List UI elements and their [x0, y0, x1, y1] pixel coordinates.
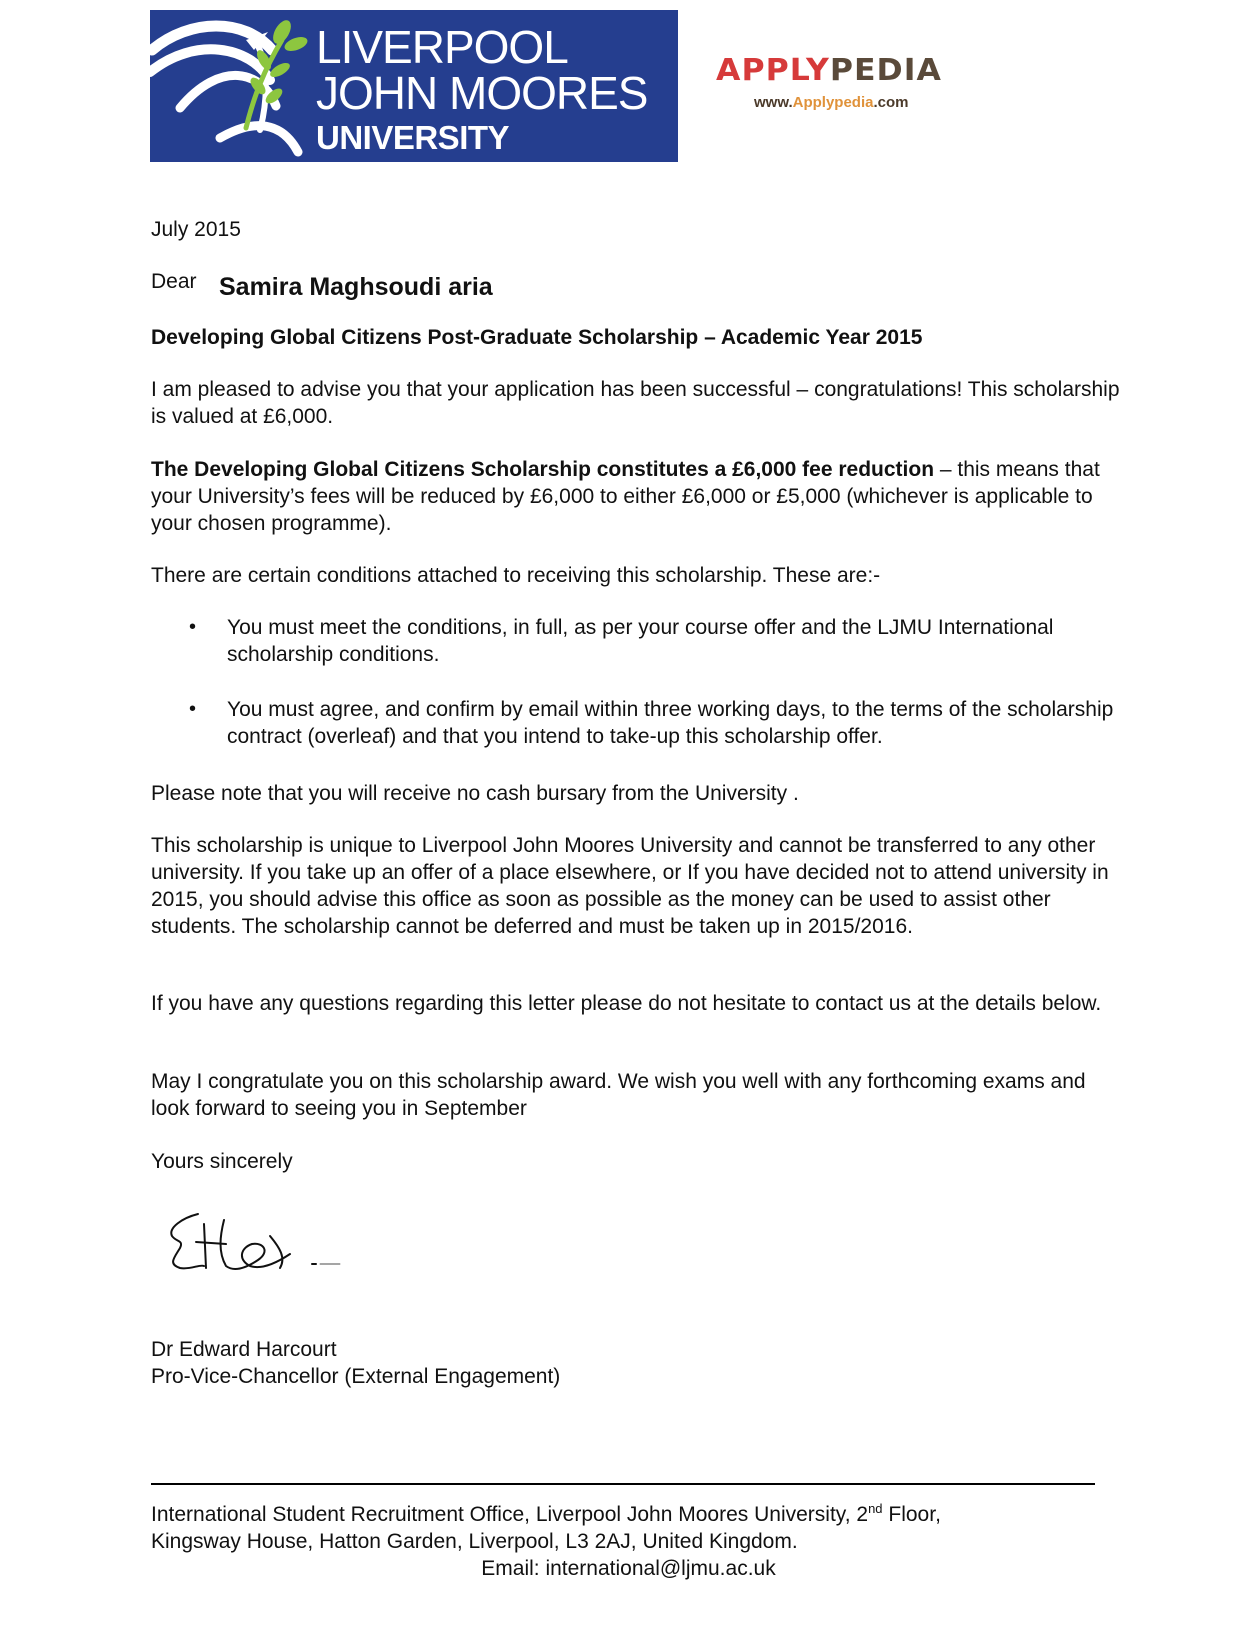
handwritten-signature — [160, 1206, 360, 1286]
footer-address-part: International Student Recruitment Office, Liverpool John Moores University, 2 — [151, 1503, 869, 1526]
url-brand: Applypedia — [792, 94, 874, 111]
footer-address-line1 — [151, 1501, 941, 1528]
footer-email: Email: international@ljmu.ac.uk — [481, 1557, 776, 1580]
fee-reduction-detail: – this means that your University’s fees will be reduced by £6,000 to either £6,000 or £5,000 (whichever is applicable to your chosen programme). — [151, 458, 1100, 535]
url-prefix: www. — [754, 94, 793, 111]
condition-item: • You must agree, and confirm by email within three working days, to the terms of the scholarship contract (overleaf) and that you intend to take-up this scholarship offer. — [227, 696, 1117, 750]
footer-divider — [151, 1483, 1095, 1485]
svg-text:APPLYPEDIA — [716, 53, 942, 88]
footer-ordinal-suffix: nd — [868, 1501, 883, 1516]
university-logo-text — [316, 21, 648, 158]
applypedia-logo — [716, 48, 942, 94]
signatory-title: Pro-Vice-Chancellor (External Engagement) — [151, 1365, 561, 1388]
signatory-name: Dr Edward Harcourt — [151, 1338, 337, 1361]
letter-date: July 2015 — [151, 218, 241, 241]
letter-subject: Developing Global Citizens Post-Graduate Scholarship – Academic Year 2015 — [151, 326, 923, 349]
logo-line-liverpool: LIVERPOOL — [316, 21, 568, 73]
paragraph-questions: If you have any questions regarding this letter please do not hesitate to contact us at the details below. — [151, 992, 1102, 1015]
logo-line-university: UNIVERSITY — [316, 119, 510, 156]
footer-address-line2: Kingsway House, Hatton Garden, Liverpool, L3 2AJ, United Kingdom. — [151, 1530, 798, 1553]
applypedia-wordmark-part2: PEDIA — [829, 53, 937, 88]
paragraph-award: I am pleased to advise you that your application has been successful – congratulations! This scholarship is valued at £6,000. — [151, 378, 1120, 428]
logo-line-john-moores: JOHN MOORES — [316, 67, 648, 119]
paragraph-no-bursary: Please note that you will receive no cash bursary from the University . — [151, 782, 799, 805]
paragraph-conditions-intro: There are certain conditions attached to receiving this scholarship. These are:- — [151, 564, 881, 587]
closing: Yours sincerely — [151, 1150, 293, 1173]
fee-reduction-bold: The Developing Global Citizens Scholarship constitutes a £6,000 fee reduction — [151, 458, 935, 481]
paragraph-uniqueness: This scholarship is unique to Liverpool John Moores University and cannot be transferred to any other university. If you take up an offer of a place elsewhere, or If you have decided not to attend university in 2015, you should advise this office as soon as possible as the money can be used to assist other students. The scholarship cannot be deferred and must be taken up in 2015/2016. — [151, 834, 1109, 938]
footer-address-floor: Floor, — [882, 1503, 941, 1526]
recipient-name: Samira Maghsoudi aria — [219, 273, 493, 301]
url-suffix: .com — [873, 94, 909, 111]
university-logo — [150, 10, 678, 162]
applypedia-url — [754, 94, 909, 111]
paragraph-congratulations: May I congratulate you on this scholarship award. We wish you well with any forthcoming exams and look forward to seeing you in September — [151, 1070, 1086, 1120]
applypedia-wordmark-part1: APPLY — [716, 53, 825, 88]
paragraph-fee-reduction — [151, 456, 1121, 537]
liver-bird-emblem-icon — [150, 10, 320, 162]
condition-item: • You must meet the conditions, in full, as per your course offer and the LJMU International scholarship conditions. — [227, 614, 1117, 668]
greeting: Dear — [151, 270, 197, 293]
